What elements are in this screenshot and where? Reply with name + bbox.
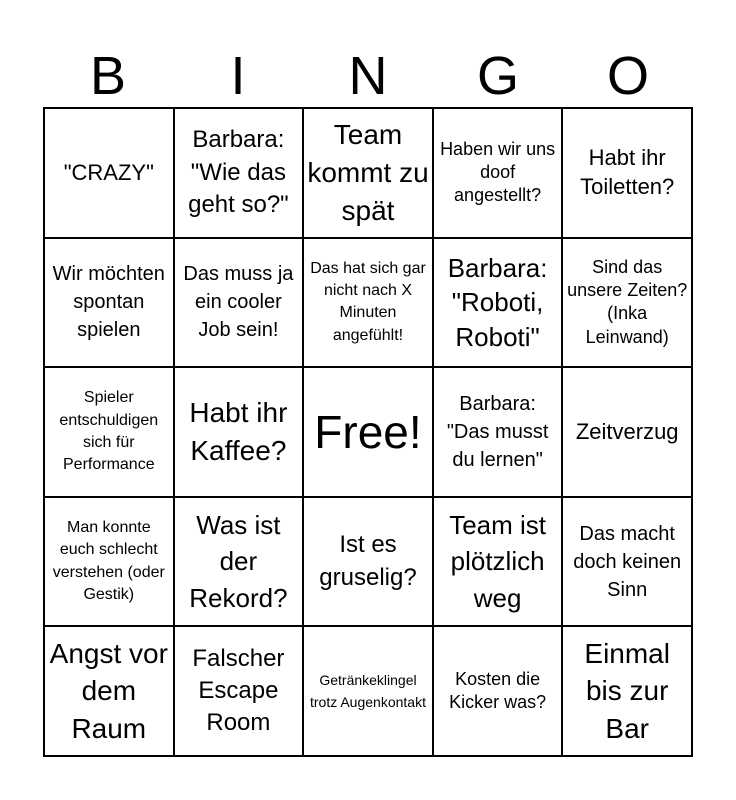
free-cell: Free! — [303, 367, 433, 497]
bingo-cell: Kosten die Kicker was? — [433, 626, 563, 756]
bingo-cell: "CRAZY" — [44, 108, 174, 238]
bingo-cell: Falscher Escape Room — [174, 626, 304, 756]
bingo-cell: Getränkeklingel trotz Augenkontakt — [303, 626, 433, 756]
header-letter-g: G — [476, 46, 519, 106]
bingo-cell: Zeitverzug — [562, 367, 692, 497]
bingo-cell: Habt ihr Toiletten? — [562, 108, 692, 238]
bingo-cell: Spieler entschuldigen sich für Performance — [44, 367, 174, 497]
bingo-header — [43, 46, 693, 106]
bingo-cell: Team kommt zu spät — [303, 108, 433, 238]
bingo-cell: Barbara: "Roboti, Roboti" — [433, 238, 563, 368]
bingo-cell: Habt ihr Kaffee? — [174, 367, 304, 497]
bingo-cell: Wir möchten spontan spielen — [44, 238, 174, 368]
header-letter-n: N — [348, 46, 388, 106]
bingo-cell: Angst vor dem Raum — [44, 626, 174, 756]
header-letter-o: O — [606, 46, 649, 106]
bingo-cell: Barbara: "Das musst du lernen" — [433, 367, 563, 497]
bingo-cell: Das muss ja ein cooler Job sein! — [174, 238, 304, 368]
bingo-cell: Das macht doch keinen Sinn — [562, 497, 692, 627]
bingo-cell: Man konnte euch schlecht verstehen (oder Gestik) — [44, 497, 174, 627]
header-letter-b: B — [89, 46, 127, 106]
bingo-cell: Haben wir uns doof angestellt? — [433, 108, 563, 238]
bingo-cell: Einmal bis zur Bar — [562, 626, 692, 756]
bingo-grid — [43, 107, 693, 757]
header-letter-i: I — [230, 46, 246, 106]
bingo-cell: Barbara: "Wie das geht so?" — [174, 108, 304, 238]
bingo-cell: Ist es gruselig? — [303, 497, 433, 627]
bingo-cell: Das hat sich gar nicht nach X Minuten angefühlt! — [303, 238, 433, 368]
bingo-cell: Was ist der Rekord? — [174, 497, 304, 627]
bingo-cell: Sind das unsere Zeiten? (Inka Leinwand) — [562, 238, 692, 368]
bingo-cell: Team ist plötzlich weg — [433, 497, 563, 627]
